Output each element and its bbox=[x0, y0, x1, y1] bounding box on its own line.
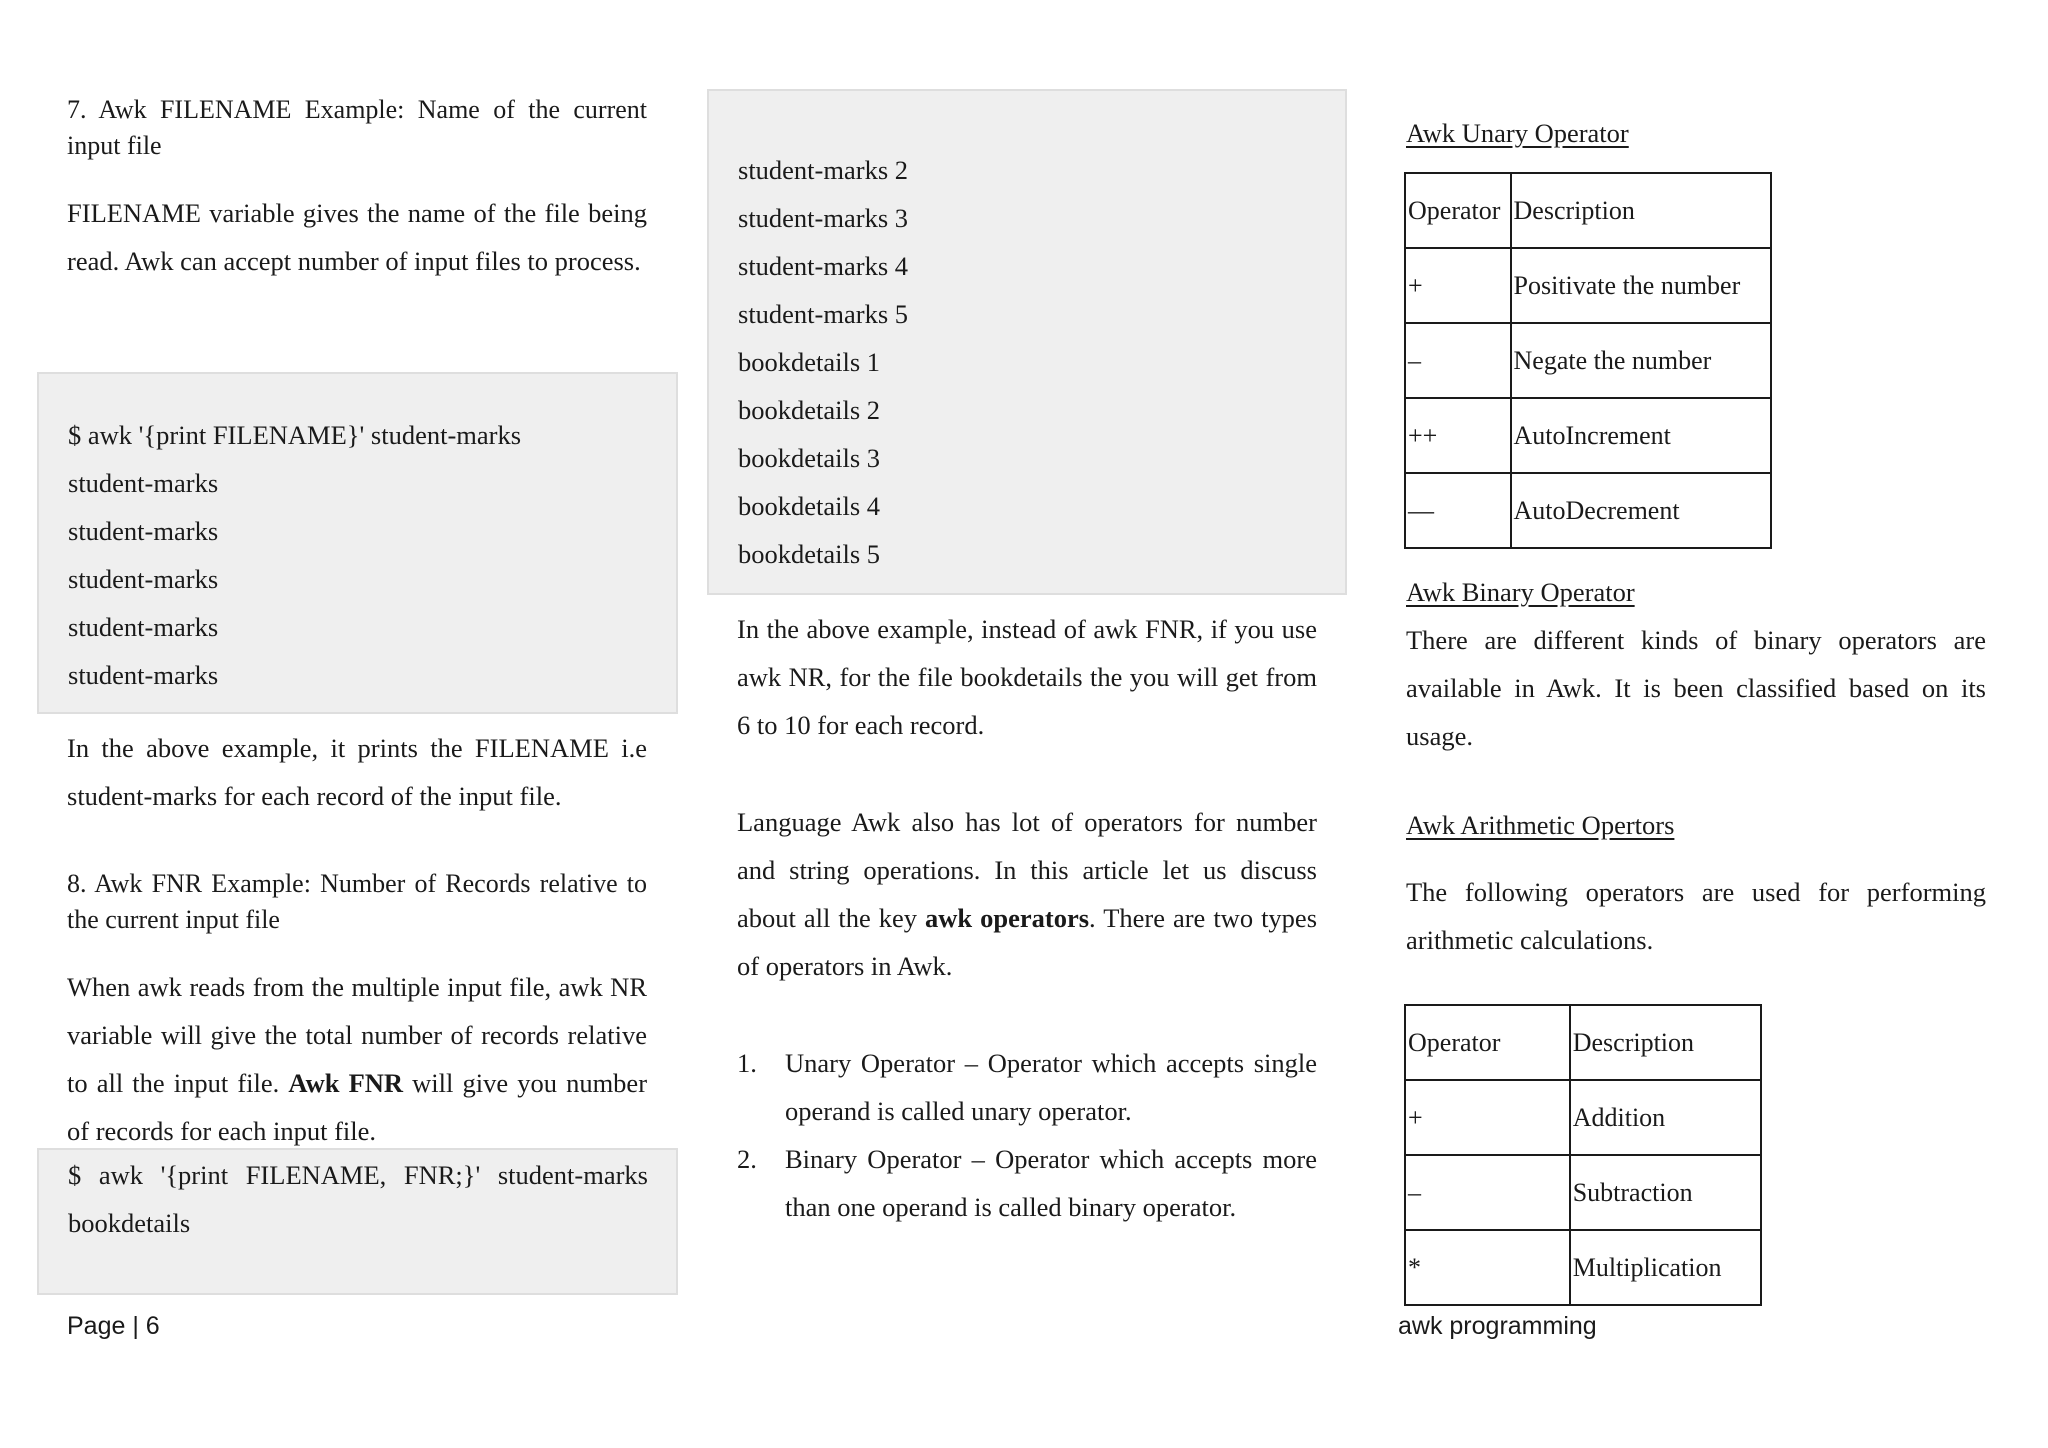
code-line: bookdetails 2 bbox=[738, 395, 881, 425]
operators-intro-after: . There are two types of operators in Awk. bbox=[737, 903, 1318, 981]
table-cell: Subtraction bbox=[1570, 1155, 1761, 1230]
table-row bbox=[1405, 1230, 1761, 1305]
table-cell: AutoDecrement bbox=[1511, 473, 1771, 548]
document-title-footer: awk programming bbox=[1398, 1312, 1597, 1340]
list-number: 2. bbox=[737, 1144, 757, 1174]
table-header-cell: Operator bbox=[1405, 173, 1511, 248]
table-header-row bbox=[1405, 1005, 1761, 1080]
operators-intro bbox=[737, 798, 1317, 990]
table-cell: Multiplication bbox=[1570, 1230, 1761, 1305]
table-cell: AutoIncrement bbox=[1511, 398, 1771, 473]
unary-operator-title: Awk Unary Operator bbox=[1406, 118, 1629, 148]
code-line: student-marks 5 bbox=[738, 299, 909, 329]
code-fnr-command: $ awk '{print FILENAME, FNR;}' student-marks bookdetails bbox=[68, 1160, 648, 1238]
arithmetic-operators-paragraph: The following operators are used for performing arithmetic calculations. bbox=[1406, 877, 1986, 955]
filename-explanation: In the above example, it prints the FILENAME i.e student-marks for each record of the input file. bbox=[67, 733, 647, 811]
code-line: student-marks bbox=[68, 516, 219, 546]
list-item bbox=[737, 1135, 1317, 1231]
table-cell: + bbox=[1405, 248, 1511, 323]
code-line: bookdetails 3 bbox=[738, 443, 881, 473]
section-8-text-before: When awk reads from the multiple input file, awk NR variable will give the total number of records relative to all the input file. bbox=[67, 972, 647, 1098]
table-cell: — bbox=[1405, 473, 1511, 548]
table-row bbox=[1405, 1155, 1761, 1230]
table-cell: – bbox=[1405, 1155, 1570, 1230]
table-header-cell: Description bbox=[1511, 173, 1771, 248]
table-header-cell: Operator bbox=[1405, 1005, 1570, 1080]
section-7-paragraph: FILENAME variable gives the name of the file being read. Awk can accept number of input files to process. bbox=[67, 198, 647, 276]
code-lines bbox=[68, 411, 521, 699]
table-cell: ++ bbox=[1405, 398, 1511, 473]
section-8-text-after: will give you number of records for each input file. bbox=[67, 1068, 648, 1146]
code-line: student-marks 2 bbox=[738, 155, 909, 185]
unary-operator-table bbox=[1404, 172, 1772, 549]
code-line: bookdetails 1 bbox=[738, 347, 881, 377]
list-item bbox=[737, 1039, 1317, 1135]
list-text: Unary Operator – Operator which accepts single operand is called unary operator. bbox=[785, 1048, 1317, 1126]
table-cell: + bbox=[1405, 1080, 1570, 1155]
code-block-fnr bbox=[37, 1148, 678, 1295]
arithmetic-operators-title: Awk Arithmetic Opertors bbox=[1406, 810, 1675, 840]
section-8-paragraph bbox=[67, 963, 647, 1155]
nr-explanation: In the above example, instead of awk FNR, if you use awk NR, for the file bookdetails the you will get from 6 to 10 for each record. bbox=[737, 614, 1317, 740]
table-cell: Negate the number bbox=[1511, 323, 1771, 398]
code-output-lines bbox=[738, 146, 908, 578]
page-number: Page | 6 bbox=[67, 1312, 160, 1340]
code-block-filename bbox=[37, 372, 678, 714]
section-8-heading: 8. Awk FNR Example: Number of Records relative to the current input file bbox=[67, 869, 647, 934]
table-cell: Positivate the number bbox=[1511, 248, 1771, 323]
code-line: student-marks bbox=[68, 468, 219, 498]
code-line: bookdetails 4 bbox=[738, 491, 881, 521]
table-cell: – bbox=[1405, 323, 1511, 398]
table-cell: Addition bbox=[1570, 1080, 1761, 1155]
list-text: Binary Operator – Operator which accepts more than one operand is called binary operator. bbox=[785, 1144, 1317, 1222]
table-row bbox=[1405, 323, 1771, 398]
operator-types-list bbox=[737, 1039, 1317, 1231]
section-7-heading: 7. Awk FILENAME Example: Name of the current input file bbox=[67, 95, 647, 160]
code-line: student-marks 3 bbox=[738, 203, 909, 233]
arithmetic-operator-table bbox=[1404, 1004, 1762, 1306]
code-line: student-marks 4 bbox=[738, 251, 909, 281]
table-row bbox=[1405, 473, 1771, 548]
table-row bbox=[1405, 248, 1771, 323]
list-number: 1. bbox=[737, 1048, 757, 1078]
code-line: student-marks bbox=[68, 660, 219, 690]
operators-intro-before: Language Awk also has lot of operators for number and string operations. In this article let us discuss about all the key bbox=[737, 807, 1317, 933]
table-row bbox=[1405, 1080, 1761, 1155]
code-output-block bbox=[707, 89, 1347, 595]
table-header-row bbox=[1405, 173, 1771, 248]
table-row bbox=[1405, 398, 1771, 473]
code-line: student-marks bbox=[68, 564, 219, 594]
binary-operator-paragraph: There are different kinds of binary operators are available in Awk. It is been classified based on its usage. bbox=[1406, 625, 1986, 751]
code-line: bookdetails 5 bbox=[738, 539, 881, 569]
table-header-cell: Description bbox=[1570, 1005, 1761, 1080]
table-cell: * bbox=[1405, 1230, 1570, 1305]
code-line: student-marks bbox=[68, 612, 219, 642]
operators-intro-bold: awk operators bbox=[925, 903, 1090, 933]
code-line: $ awk '{print FILENAME}' student-marks bbox=[68, 420, 522, 450]
section-8-bold-term: Awk FNR bbox=[288, 1068, 404, 1098]
binary-operator-title: Awk Binary Operator bbox=[1406, 577, 1635, 607]
